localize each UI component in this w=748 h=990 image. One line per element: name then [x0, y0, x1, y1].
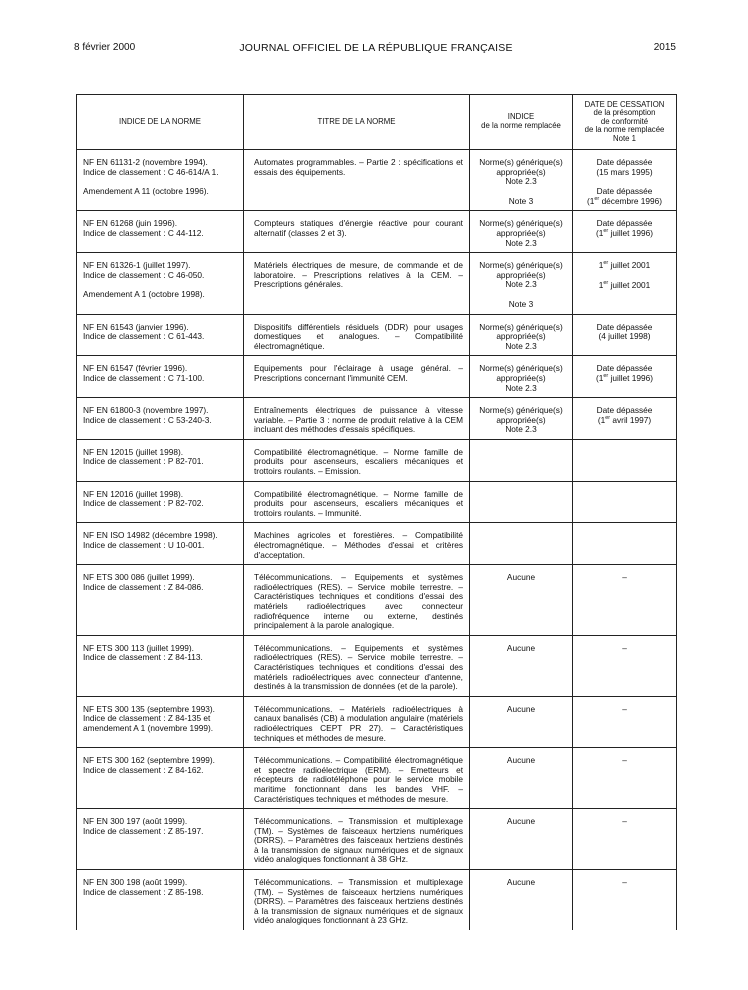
- cell-line: Indice de classement : Z 84-135 et amendement A 1 (novembre 1999).: [83, 713, 214, 733]
- cell-norme-remplacee: [470, 565, 573, 636]
- ordinal-suffix: er: [594, 196, 600, 203]
- cell-norme-indice: [77, 150, 244, 211]
- cell-norme-remplacee: [470, 523, 573, 565]
- cell-line: NF EN 61800-3 (novembre 1997).: [83, 405, 209, 416]
- cell-text: Compatibilité électromagnétique. – Norme famille de produits pour ascenseurs, escaliers mécaniques et trottoirs roulants. – Emission.: [254, 446, 463, 477]
- cell-line: appropriée(s): [496, 166, 546, 177]
- ordinal-suffix: er: [603, 228, 609, 235]
- cell-line: –: [622, 642, 627, 653]
- cell-line: Amendement A 11 (octobre 1996).: [83, 186, 209, 197]
- table-row: [77, 523, 677, 565]
- cell-line: Date dépassée: [596, 186, 653, 197]
- column-header-date-cessation: DATE DE CESSATION de la présomption de conformité de la norme remplacée Note 1: [573, 95, 677, 150]
- cell-norme-titre: [244, 635, 470, 696]
- cell-norme-titre: [244, 870, 470, 930]
- column-header-norme-remplacee: INDICE de la norme remplacée: [470, 95, 573, 150]
- cell-line: NF EN 61547 (février 1996).: [83, 363, 188, 374]
- cell-norme-indice: [77, 481, 244, 523]
- cell-date-cessation: [573, 748, 677, 809]
- cell-norme-titre: [244, 696, 470, 747]
- cell-text: Télécommunications. – Equipements et systèmes radioélectriques (RES). – Service mobile terrestre. – Caractéristiques techniques et conditions d'essai des matériels radioélectriques avec connecteur radiofréquence interne ou externe, destinés principalement à la parole analogique.: [254, 572, 463, 631]
- cell-date-cessation: [573, 398, 677, 440]
- table-row: [77, 398, 677, 440]
- cell-text: Compteurs statiques d'énergie réactive pour courant alternatif (classes 2 et 3).: [254, 218, 463, 238]
- table-row: [77, 748, 677, 809]
- cell-norme-titre: [244, 253, 470, 314]
- cell-line: NF EN 12016 (juillet 1998).: [83, 488, 184, 499]
- cell-norme-remplacee: [470, 314, 573, 356]
- table-row: [77, 439, 677, 481]
- cell-line: Aucune: [506, 703, 536, 714]
- table-row: [77, 696, 677, 747]
- cell-line: Indice de classement : C 44-112.: [83, 227, 204, 238]
- cell-norme-indice: [77, 565, 244, 636]
- cell-line: Norme(s) générique(s): [479, 363, 563, 374]
- cell-line: Norme(s) générique(s): [479, 405, 563, 416]
- cell-date-cessation: [573, 356, 677, 398]
- cell-line: Norme(s) générique(s): [479, 321, 563, 332]
- cell-norme-remplacee: [470, 211, 573, 253]
- cell-line: Aucune: [506, 642, 536, 653]
- cell-line: Indice de classement : C 61-443.: [83, 331, 205, 342]
- cell-text: Télécommunications. – Transmission et multiplexage (TM). – Systèmes de faisceaux hertziens numériques (DRRS). – Paramètres des faisceaux hertziens destinés à la transmission de signaux numériques et de signaux vidéo analogiques fonctionnant à 38 GHz.: [254, 816, 463, 865]
- cell-date-cessation: [573, 565, 677, 636]
- cell-line: Indice de classement : Z 84-162.: [83, 764, 204, 775]
- cell-date-cessation: [573, 253, 677, 314]
- cell-line: appropriée(s): [496, 414, 546, 425]
- cell-line: NF EN 300 197 (août 1999).: [83, 816, 188, 827]
- cell-line: Date dépassée: [596, 218, 653, 229]
- standards-table: [76, 94, 677, 930]
- cell-line: Norme(s) générique(s): [479, 260, 563, 271]
- cell-line: Aucune: [506, 877, 536, 888]
- cell-line: –: [622, 703, 627, 714]
- cell-line: Note 3: [508, 298, 534, 309]
- cell-text: Entraînements électriques de puissance à vitesse variable. – Partie 3 : norme de produit relative à la CEM incluant des méthodes d'essais spécifiques.: [254, 405, 463, 435]
- ordinal-suffix: er: [603, 373, 609, 380]
- cell-line: (4 juillet 1998): [598, 331, 651, 342]
- cell-line: Indice de classement : C 46-614/A 1.: [83, 166, 219, 177]
- ordinal-suffix: er: [603, 279, 609, 286]
- cell-line: Indice de classement : C 53-240-3.: [83, 414, 212, 425]
- cell-date-cessation: [573, 870, 677, 930]
- cell-norme-remplacee: [470, 748, 573, 809]
- cell-line: Date dépassée: [596, 321, 653, 332]
- column-header-titre: TITRE DE LA NORME: [244, 95, 470, 150]
- cell-line: (15 mars 1995): [596, 166, 653, 177]
- page-number: 2015: [653, 42, 676, 53]
- cell-norme-indice: [77, 523, 244, 565]
- cell-line: appropriée(s): [496, 227, 546, 238]
- table-row: [77, 635, 677, 696]
- cell-line: Note 2.3: [505, 237, 537, 248]
- table-row: [77, 870, 677, 930]
- cell-line: Norme(s) générique(s): [479, 218, 563, 229]
- cell-line: 1er juillet 2001: [598, 260, 651, 271]
- cell-norme-remplacee: [470, 356, 573, 398]
- cell-norme-indice: [77, 870, 244, 930]
- cell-date-cessation: [573, 696, 677, 747]
- ordinal-suffix: er: [605, 414, 611, 421]
- cell-line: Note 3: [508, 195, 534, 206]
- cell-line: NF ETS 300 086 (juillet 1999).: [83, 572, 195, 583]
- column-header-indice: INDICE DE LA NORME: [77, 95, 244, 150]
- cell-line: –: [622, 755, 627, 766]
- cell-text: Télécommunications. – Compatibilité électromagnétique et spectre radioélectrique (ERM). – Emetteurs et récepteurs de radiotéléphone pour le service mobile maritime fonctionnant dans les bandes VHF. – Caractéristiques techniques et méthodes de mesure.: [254, 755, 463, 804]
- cell-line: 1er juillet 2001: [598, 279, 651, 290]
- cell-norme-remplacee: [470, 870, 573, 930]
- cell-line: NF EN ISO 14982 (décembre 1998).: [83, 530, 218, 541]
- cell-norme-indice: [77, 635, 244, 696]
- cell-norme-titre: [244, 150, 470, 211]
- cell-line: –: [622, 877, 627, 888]
- cell-date-cessation: [573, 481, 677, 523]
- table-row: [77, 565, 677, 636]
- ordinal-suffix: er: [603, 260, 609, 267]
- cell-norme-indice: [77, 439, 244, 481]
- cell-norme-indice: [77, 314, 244, 356]
- cell-norme-indice: [77, 809, 244, 870]
- issue-date: 8 février 2000: [74, 42, 136, 53]
- table-row: [77, 150, 677, 211]
- cell-line: appropriée(s): [496, 269, 546, 280]
- journal-title: JOURNAL OFFICIEL DE LA RÉPUBLIQUE FRANÇAISE: [239, 42, 513, 54]
- cell-line: Indice de classement : U 10-001.: [83, 540, 205, 551]
- cell-norme-indice: [77, 696, 244, 747]
- cell-line: Aucune: [506, 572, 536, 583]
- cell-line: Note 2.3: [505, 424, 537, 435]
- cell-line: NF EN 300 198 (août 1999).: [83, 877, 188, 888]
- cell-line: Indice de classement : Z 85-198.: [83, 886, 204, 897]
- cell-line: Indice de classement : P 82-702.: [83, 498, 204, 509]
- cell-line: Indice de classement : P 82-701.: [83, 456, 204, 467]
- cell-norme-remplacee: [470, 809, 573, 870]
- cell-date-cessation: [573, 150, 677, 211]
- cell-line: Note 2.3: [505, 382, 537, 393]
- cell-date-cessation: [573, 211, 677, 253]
- cell-norme-indice: [77, 253, 244, 314]
- cell-line: appropriée(s): [496, 331, 546, 342]
- cell-text: Equipements pour l'éclairage à usage général. – Prescriptions concernant l'immunité CEM.: [254, 363, 463, 383]
- cell-norme-titre: [244, 439, 470, 481]
- cell-text: Automates programmables. – Partie 2 : spécifications et essais des équipements.: [254, 157, 463, 177]
- cell-line: Note 2.3: [505, 340, 537, 351]
- cell-norme-titre: [244, 481, 470, 523]
- table-row: [77, 253, 677, 314]
- table-row: [77, 211, 677, 253]
- cell-norme-indice: [77, 211, 244, 253]
- cell-text: Télécommunications. – Matériels radioélectriques à canaux banalisés (CB) à modulation angulaire (matériels radioélectriques CEPT PR 27). – Caractéristiques techniques et méthodes de mesure.: [254, 703, 463, 743]
- cell-line: –: [622, 572, 627, 583]
- cell-line: Indice de classement : C 46-050.: [83, 269, 205, 280]
- cell-norme-remplacee: [470, 481, 573, 523]
- cell-text: Télécommunications. – Transmission et multiplexage (TM). – Systèmes de faisceaux hertziens numériques (DRRS). – Paramètres des faisceaux hertziens destinés à la transmission de signaux numériques et de signaux vidéo analogiques fonctionnant à 23 GHz.: [254, 877, 463, 926]
- table-row: [77, 314, 677, 356]
- cell-norme-titre: [244, 523, 470, 565]
- cell-line: Aucune: [506, 816, 536, 827]
- cell-norme-remplacee: [470, 439, 573, 481]
- cell-norme-titre: [244, 809, 470, 870]
- cell-date-cessation: [573, 523, 677, 565]
- cell-line: Note 2.3: [505, 176, 537, 187]
- cell-line: NF EN 61268 (juin 1996).: [83, 218, 178, 229]
- cell-norme-titre: [244, 211, 470, 253]
- cell-line: appropriée(s): [496, 372, 546, 383]
- cell-line: NF EN 61543 (janvier 1996).: [83, 321, 189, 332]
- cell-line: (1er juillet 1996): [595, 372, 654, 383]
- cell-norme-titre: [244, 398, 470, 440]
- cell-norme-remplacee: [470, 696, 573, 747]
- cell-line: NF ETS 300 113 (juillet 1999).: [83, 642, 194, 653]
- cell-line: (1er juillet 1996): [595, 227, 654, 238]
- cell-norme-indice: [77, 398, 244, 440]
- cell-line: Aucune: [506, 755, 536, 766]
- cell-line: Note 2.3: [505, 279, 537, 290]
- cell-line: Indice de classement : C 71-100.: [83, 372, 205, 383]
- cell-line: Amendement A 1 (octobre 1998).: [83, 289, 205, 300]
- cell-text: Compatibilité électromagnétique. – Norme famille de produits pour ascenseurs, escaliers mécaniques et trottoirs roulants. – Immunité.: [254, 488, 463, 518]
- cell-line: Indice de classement : Z 85-197.: [83, 825, 204, 836]
- cell-line: (1er avril 1997): [597, 414, 652, 425]
- table-row: [77, 809, 677, 870]
- cell-norme-titre: [244, 356, 470, 398]
- cell-norme-remplacee: [470, 150, 573, 211]
- cell-norme-titre: [244, 314, 470, 356]
- cell-text: Machines agricoles et forestières. – Compatibilité électromagnétique. – Méthodes d'essai et critères d'acceptation.: [254, 530, 463, 560]
- cell-line: NF ETS 300 162 (septembre 1999).: [83, 755, 215, 766]
- cell-line: NF EN 61131-2 (novembre 1994).: [83, 157, 208, 167]
- table-header-row: [77, 95, 677, 150]
- cell-line: NF ETS 300 135 (septembre 1993).: [83, 703, 215, 714]
- cell-line: NF EN 12015 (juillet 1998).: [83, 446, 184, 457]
- cell-norme-indice: [77, 356, 244, 398]
- cell-norme-remplacee: [470, 253, 573, 314]
- cell-norme-indice: [77, 748, 244, 809]
- cell-norme-remplacee: [470, 398, 573, 440]
- cell-line: Indice de classement : Z 84-113.: [83, 652, 203, 663]
- cell-date-cessation: [573, 439, 677, 481]
- cell-line: Norme(s) générique(s): [479, 157, 563, 167]
- cell-date-cessation: [573, 314, 677, 356]
- cell-norme-remplacee: [470, 635, 573, 696]
- table-row: [77, 481, 677, 523]
- cell-text: Matériels électriques de mesure, de commande et de laboratoire. – Prescriptions relatives à la CEM. – Prescriptions générales.: [254, 260, 463, 290]
- cell-line: NF EN 61326-1 (juillet 1997).: [83, 260, 191, 271]
- cell-line: Date dépassée: [596, 157, 653, 167]
- cell-norme-titre: [244, 748, 470, 809]
- cell-line: Indice de classement : Z 84-086.: [83, 581, 204, 592]
- cell-date-cessation: [573, 635, 677, 696]
- cell-text: Télécommunications. – Equipements et systèmes radioélectriques (RES). – Service mobile terrestre. – Caractéristiques techniques et conditions d'essai des matériels radioélectriques avec connecteur d'antenne, destinés à la transmission de données (et de la parole).: [254, 642, 463, 692]
- cell-text: Dispositifs différentiels résiduels (DDR) pour usages domestiques et analogues. – Compatibilité électromagnétique.: [254, 321, 463, 351]
- cell-line: –: [622, 816, 627, 827]
- cell-line: Date dépassée: [596, 363, 653, 374]
- cell-norme-titre: [244, 565, 470, 636]
- cell-date-cessation: [573, 809, 677, 870]
- table-row: [77, 356, 677, 398]
- cell-line: Date dépassée: [596, 405, 653, 416]
- page-header: [76, 42, 676, 56]
- cell-line: (1er décembre 1996): [586, 195, 662, 206]
